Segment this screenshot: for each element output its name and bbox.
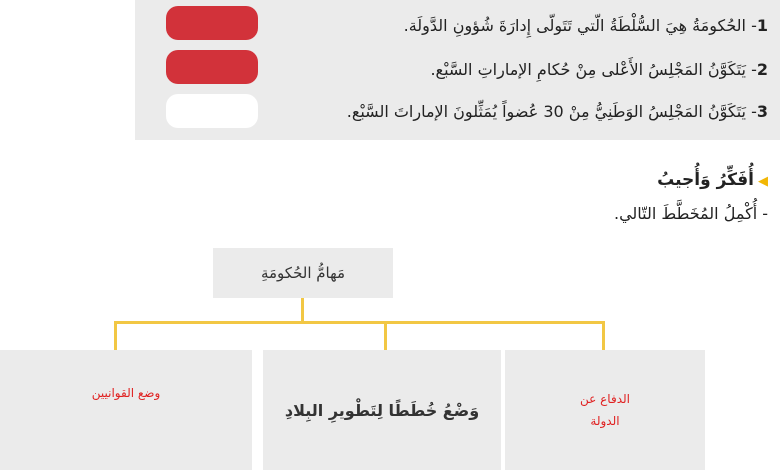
answer-pill-2[interactable] xyxy=(166,50,258,84)
statement-1 xyxy=(404,16,768,35)
statement-2 xyxy=(430,60,768,79)
answer-pill-3[interactable] xyxy=(166,94,258,128)
connector-left xyxy=(114,321,117,351)
connector-right xyxy=(602,321,605,351)
statement-1-number: 1 xyxy=(756,16,768,35)
statement-3-number: 3 xyxy=(756,102,768,121)
statement-1-text: - الحُكومَةُ هِيَ السُّلْطَةُ الّتي تَتَولّى إِدارَةَ شُؤونِ الدَّولَة. xyxy=(403,16,757,35)
triangle-marker-icon: ◀ xyxy=(758,174,768,189)
connector-horizontal xyxy=(114,321,605,324)
statement-3-text: - يَتَكَوَّنُ المَجْلِسُ الوَطَنِيُّ مِنْ 30 عُضواً يُمَثِّلونَ الإماراتَ السَّبْع. xyxy=(346,102,757,121)
diagram-child-center[interactable] xyxy=(263,350,501,470)
diagram-root-label: مَهامُّ الحُكومَةِ xyxy=(260,264,346,282)
section-title: أُفَكِّرُ وَأُجيبُ xyxy=(657,170,754,190)
statement-2-text: - يَتَكَوَّنُ المَجْلِسُ الأَعْلى مِنْ حُكامِ الإماراتِ السَّبْع. xyxy=(430,60,757,79)
statement-3 xyxy=(347,102,768,121)
diagram-child-left-text: وضع القوانيين xyxy=(91,386,161,400)
diagram-child-center-text: وَضْعُ خُطَطًا لِتَطْويرِ البِلادِ xyxy=(284,400,480,420)
diagram-child-right-text: الدفاع عن الدولة xyxy=(580,392,630,428)
answer-pill-1[interactable] xyxy=(166,6,258,40)
connector-root-down xyxy=(301,298,304,322)
section-heading xyxy=(657,170,768,190)
instruction-text: - أُكْمِلُ المُخَطَّطَ التّالي. xyxy=(614,204,768,223)
diagram-child-left[interactable] xyxy=(0,350,252,470)
connector-center xyxy=(384,321,387,351)
diagram-root-box xyxy=(213,248,393,298)
diagram-child-right[interactable] xyxy=(505,350,705,470)
statement-2-number: 2 xyxy=(756,60,768,79)
